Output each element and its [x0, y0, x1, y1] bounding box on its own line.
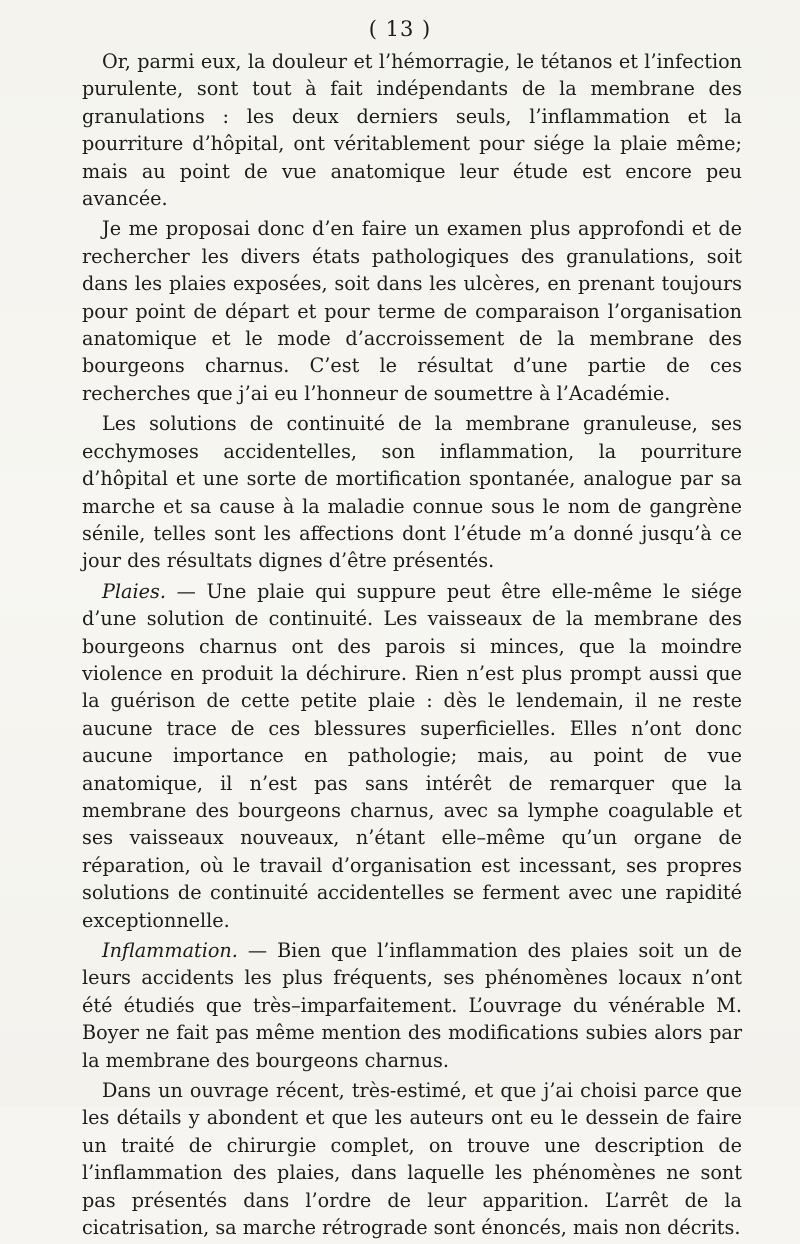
- section-heading-inflammation: Inflammation.: [102, 939, 238, 962]
- paragraph-6-text: Dans un ouvrage récent, très-estimé, et que j’ai choisi parce que les détails y abondent et que les auteurs ont eu le dessein de faire un traité de chirurgie complet, on trouve une description de l’inflammation des plaies, dans laquelle les phénomènes ne sont pas présentés dans l’ordre de leur apparition. L’arrêt de la cicatrisation, sa marche rétrograde sont énoncés, mais non décrits.: [82, 1079, 742, 1240]
- paragraph-3-text: Les solutions de continuité de la membrane granuleuse, ses ecchymoses accidentelles, son inflammation, la pourriture d’hôpital et une sorte de mortification spontanée, analogue par sa marche et sa cause à la maladie connue sous le nom de gangrène sénile, telles sont les affections dont l’étude m’a donné jusqu’à ce jour des résultats dignes d’être présentés.: [82, 412, 742, 573]
- paragraph-2: [82, 215, 742, 407]
- paragraph-inflammation: [82, 937, 742, 1074]
- paragraph-2-text: Je me proposai donc d’en faire un examen plus approfondi et de rechercher les divers états pathologiques des granulations, soit dans les plaies exposées, soit dans les ulcères, en prenant toujours pour point de départ et pour terme de comparaison l’organisation anatomique et le mode d’accroissement de la membrane des bourgeons charnus. C’est le résultat d’une partie de ces recherches que j’ai eu l’honneur de soumettre à l’Académie.: [82, 217, 742, 405]
- paragraph-inflammation-text: — Bien que l’inflammation des plaies soit un de leurs accidents les plus fréquents, ses phénomènes locaux n’ont été étudiés que très–imparfaitement. L’ouvrage du vénérable M. Boyer ne fait pas même mention des modifications subies alors par la membrane des bourgeons charnus.: [82, 939, 742, 1072]
- paragraph-3: [82, 410, 742, 574]
- page-number: ( 13 ): [368, 17, 432, 41]
- body-text: [82, 48, 742, 1244]
- paragraph-plaies-text: — Une plaie qui suppure peut être elle-même le siége d’une solution de continuité. Les vaisseaux de la membrane des bourgeons charnus ont des parois si minces, que la moindre violence en produit la déchirure. Rien n’est plus prompt aussi que la guérison de cette petite plaie : dès le lendemain, il ne reste aucune trace de ces blessures superficielles. Elles n’ont donc aucune importance en pathologie; mais, au point de vue anatomique, il n’est pas sans intérêt de remarquer que la membrane des bourgeons charnus, avec sa lymphe coagulable et ses vaisseaux nouveaux, n’étant elle–même qu’un organe de réparation, où le travail d’organisation est incessant, ses propres solutions de continuité accidentelles se ferment avec une rapidité exceptionnelle.: [82, 579, 742, 932]
- section-heading-plaies: Plaies.: [102, 579, 166, 603]
- paragraph-6: [82, 1077, 742, 1241]
- paragraph-plaies: [82, 578, 742, 934]
- paragraph-1: [82, 48, 742, 212]
- paragraph-1-text: Or, parmi eux, la douleur et l’hémorragie, le tétanos et l’infection purulente, sont tout à fait indépendants de la membrane des granulations : les deux derniers seuls, l’inflammation et la pourriture d’hôpital, ont véritablement pour siége la plaie même; mais au point de vue anatomique leur étude est encore peu avancée.: [82, 50, 742, 211]
